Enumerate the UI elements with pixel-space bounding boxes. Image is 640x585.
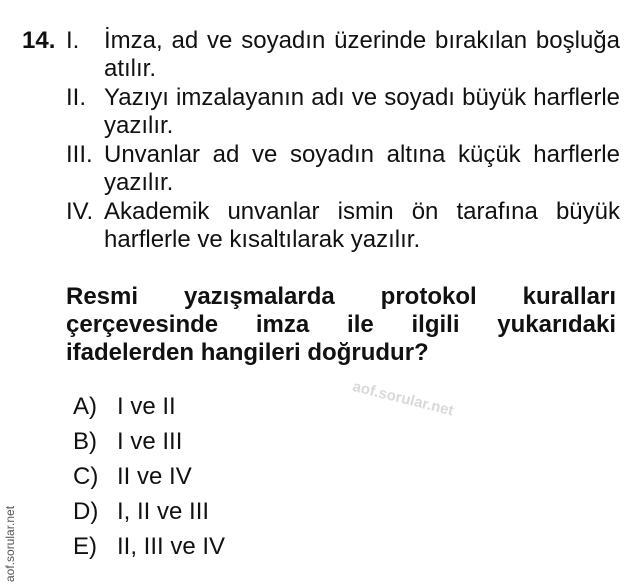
statement-text: Unvanlar ad ve soyadın altına küçük harflerle yazılır. [104,141,620,196]
option-a[interactable] [73,393,176,421]
option-c[interactable] [73,463,192,491]
option-text: II ve IV [117,463,192,490]
option-letter: C) [73,463,99,490]
watermark-side: aof.sorular.net [3,505,17,582]
option-text: II, III ve IV [117,533,226,560]
question-number: 14. [22,27,56,54]
statement-numeral: III. [66,141,93,168]
statement-numeral: II. [66,84,87,111]
statement-numeral: I. [66,27,80,54]
option-letter: A) [73,393,97,420]
question-text: Resmi yazışmalarda protokol kuralları çerçevesinde imza ile ilgili yukarıdaki ifadelerden hangileri doğrudur? [66,283,616,366]
statement-1 [66,27,620,83]
statement-3 [66,141,620,197]
option-b[interactable] [73,428,182,456]
option-text: I ve III [117,428,183,455]
option-text: I ve II [117,393,176,420]
statement-numeral: IV. [66,198,94,225]
option-letter: B) [73,428,97,455]
statement-text: Yazıyı imzalayanın adı ve soyadı büyük harflerle yazılır. [104,84,620,139]
option-letter: D) [73,498,99,525]
statement-4 [66,198,620,254]
statement-2 [66,84,620,140]
option-d[interactable] [73,498,209,526]
option-letter: E) [73,533,97,560]
option-text: I, II ve III [117,498,210,525]
statement-text: İmza, ad ve soyadın üzerinde bırakılan boşluğa atılır. [104,27,620,82]
watermark-center: aof.sorular.net [350,378,456,420]
statement-text: Akademik unvanlar ismin ön tarafına büyük harflerle ve kısaltılarak yazılır. [104,198,620,253]
option-e[interactable] [73,533,225,561]
